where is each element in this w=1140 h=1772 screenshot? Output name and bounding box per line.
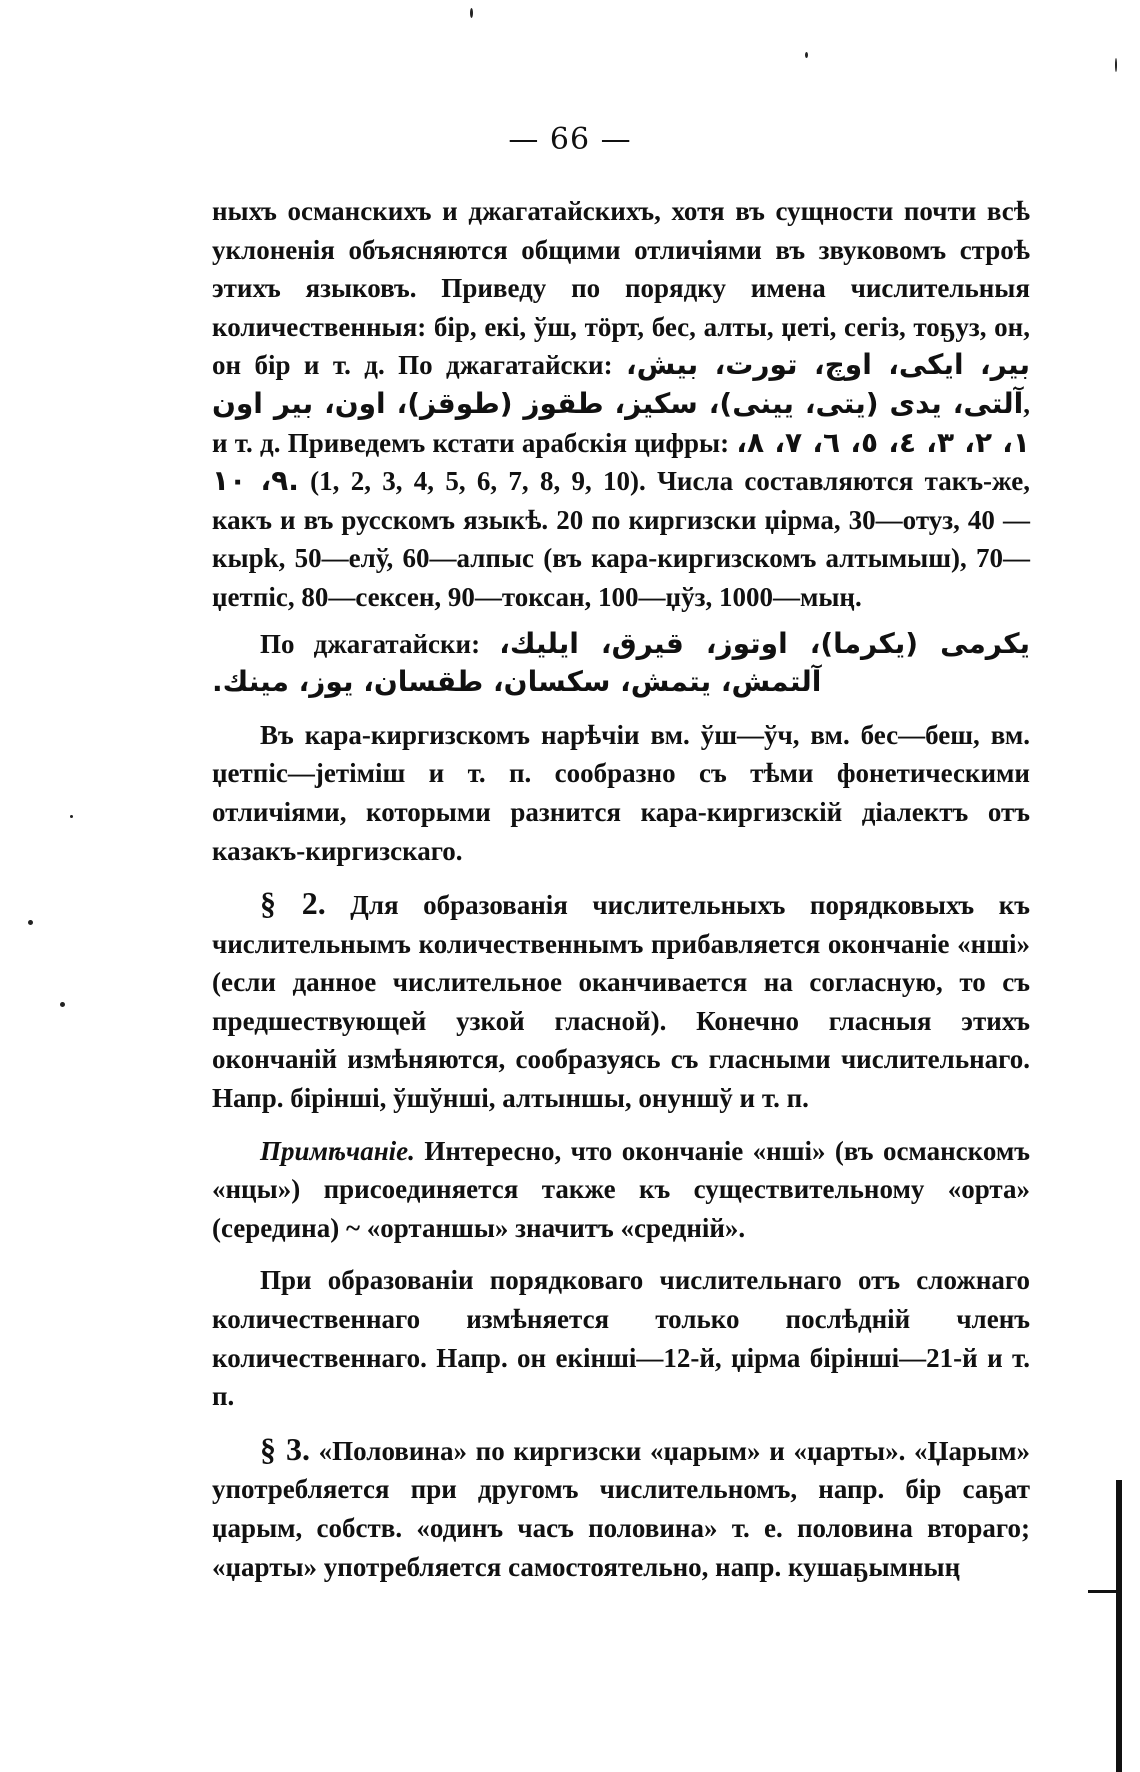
- note-title: Примѣчаніе.: [260, 1135, 415, 1166]
- paragraph-numerals-text-b: , и т. д. Приведемъ кстати арабскія цифры:: [212, 388, 1030, 458]
- section-2-mark: § 2.: [260, 885, 326, 922]
- binding-edge: [1116, 1480, 1122, 1772]
- arabic-numerals-words: بير، ايكى، اوچ، تورت، بيش، آلتى، يدى (يتى، يينى)، سكيز، طقوز (طوقز)، اون، بير اون: [212, 348, 1030, 420]
- paragraph-compound: При образованіи порядковаго числительнаго отъ сложнаго количественнаго измѣняется только послѣдній членъ количественнаго. Напр. он екінші—12-й, џірма бірінші—21-й и т. п.: [212, 1265, 1030, 1412]
- paragraph-numerals-text-a: ныхъ османскихъ и джагатайскихъ, хотя въ сущности почти всѣ уклоненія объясняются общими отличіями въ звуковомъ строѣ этихъ языковъ. Приведу по порядку имена числительныя количественныя: бір, екі, ўш, тöрт, бес, алты, џеті, сегіз, тоҕуз, он, он бір и т. д. По джагатайски:: [212, 196, 1030, 381]
- jagatai-label: По джагатайски:: [260, 628, 481, 659]
- paragraph-section-3: [212, 1430, 1030, 1586]
- scan-speck: [28, 920, 33, 925]
- section-2-text: Для образованія числительныхъ порядковыхъ къ числительнымъ количественнымъ прибавляется окончаніе «нші» (если данное числительное оканчивается на согласную, то съ предшествующей узкой гласной). Конечно гласныя этихъ окончаній измѣняются, сообразуясь съ гласными числительнаго. Напр. бірінші, ўшўнші, алтыншы, онуншў и т. п.: [212, 890, 1030, 1114]
- paragraph-note: [212, 1132, 1030, 1248]
- paragraph-jagatai-tens: [212, 625, 1030, 702]
- section-3-text: «Половина» по киргизски «џарым» и «џарты». «Џарым» употребляется при другомъ числительномъ, напр. бір саҕат џарым, собств. «одинъ часъ половина» т. е. половина втораго; «џарты» употребляется самостоятельно, напр. кушаҕымның: [212, 1435, 1031, 1582]
- paragraph-numerals-text-c: (1, 2, 3, 4, 5, 6, 7, 8, 9, 10). Числа составляются такъ-же, какъ и въ русскомъ языкѣ. 20 по киргизски џірма, 30—отуз, 40 — кырk, 50—елў, 60—алпыс (въ кара-киргизскомъ алтымыш), 70—џетпіс, 80—сексен, 90—токсан, 100—џўз, 1000—мың.: [212, 466, 1031, 612]
- page-number: — 66 —: [508, 122, 632, 157]
- arabic-tens-words: يكرمى (يكرما)، اوتوز، قيرق، ايليك، آلتمش، يتمش، سكسان، طقسان، يوز، مينك.: [212, 626, 1030, 699]
- note-text: Интересно, что окончаніе «нші» (въ османскомъ «нцы») присоединяется также къ существительному «орта» (середина) ~ «ортаншы» значитъ «средній».: [212, 1135, 1030, 1243]
- paragraph-kara-kirgiz: Въ кара-киргизскомъ нарѣчіи вм. ўш—ўч, вм. бес—беш, вм. џетпіс—јетіміш и т. п. сообразно съ тѣми фонетическими отличіями, которыми разнится кара-киргизскій діалектъ отъ казакъ-киргизскаго.: [212, 719, 1030, 866]
- binding-edge-mark: [1088, 1590, 1118, 1593]
- section-3-mark: § 3.: [260, 1430, 310, 1467]
- scan-speck: [70, 815, 73, 818]
- paragraph-section-2: [212, 884, 1030, 1118]
- arabic-digits: ١، ٢، ٣، ٤، ٥، ٦، ٧، ٨، ٩، ١٠.: [212, 425, 1031, 498]
- body-text: [212, 192, 1030, 1586]
- scan-speck: [1115, 58, 1117, 72]
- paragraph-numerals: [212, 192, 1030, 617]
- scan-speck: [470, 8, 473, 18]
- scan-speck: [805, 52, 808, 58]
- scan-speck: [60, 1002, 65, 1007]
